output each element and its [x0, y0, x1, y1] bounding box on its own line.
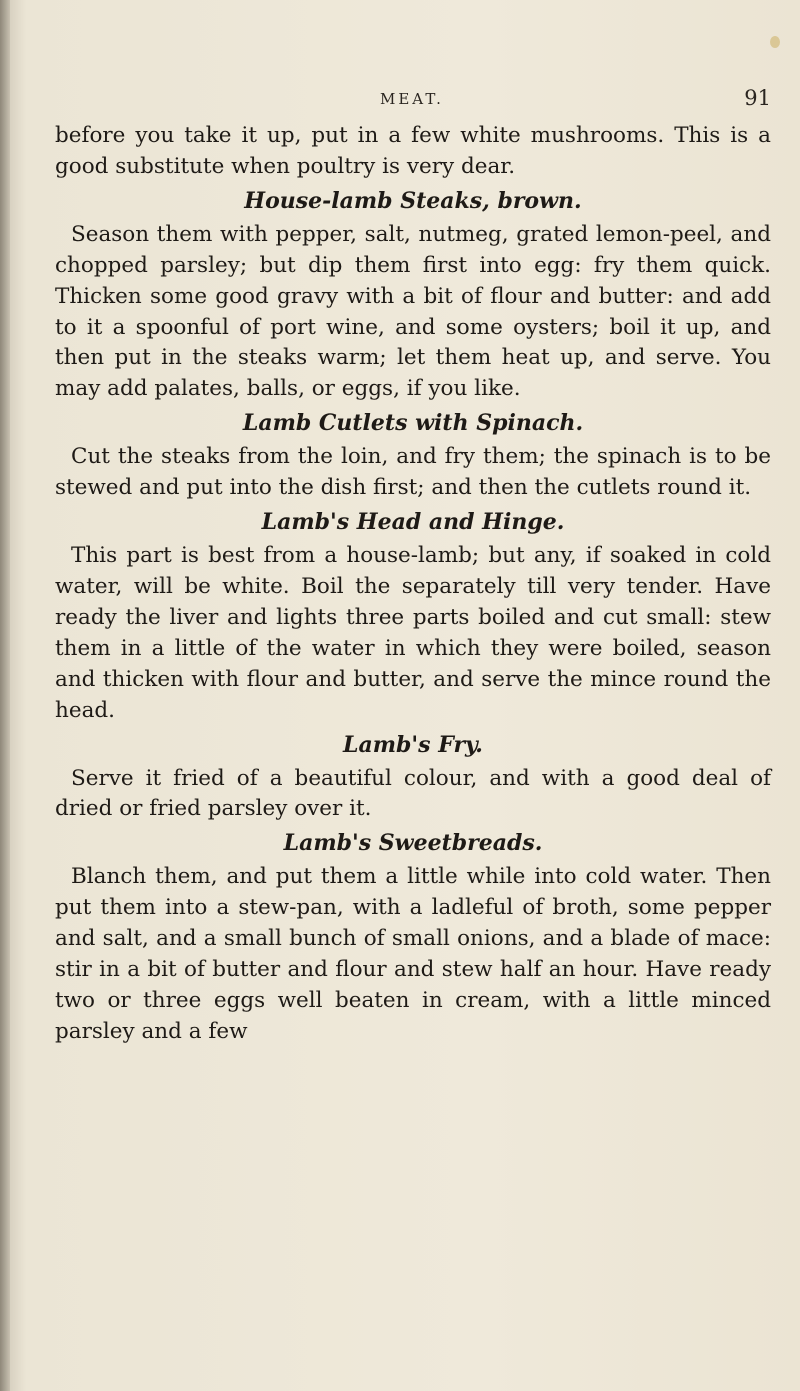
recipe-heading: Lamb's Head and Hinge.: [261, 509, 565, 536]
recipe-heading: Lamb's Sweetbreads.: [283, 830, 543, 857]
page-gutter-shadow: [0, 0, 10, 1391]
page-body: [55, 121, 771, 1048]
recipe-heading: House-lamb Steaks, brown.: [244, 187, 582, 214]
recipe-paragraph: Blanch them, and put them a little while into cold water. Then put them into a stew-pan, with a ladleful of broth, some pepper and salt, and a small bunch of small onions, and a blade of mace: stir in a bit of butter and flour and stew half an hour. Have ready two or three eggs well beaten in cream, with a little minced parsley and a few: [55, 864, 771, 1044]
recipe-paragraph: Serve it fried of a beautiful colour, and with a good deal of dried or fried parsley over it.: [55, 765, 771, 822]
recipe-heading: Lamb's Fry.: [343, 731, 483, 758]
paper-stain-mark: [770, 36, 780, 48]
running-head: [0, 86, 800, 116]
continued-paragraph: before you take it up, put in a few white mushrooms. This is a good substitute when poultry is very dear.: [55, 123, 771, 179]
recipe-paragraph: This part is best from a house-lamb; but any, if soaked in cold water, will be white. Boil the separately till very tender. Have ready the liver and lights three parts boiled and cut small: stew them in a little of the water in which they were boiled, season and thicken with flour and butter, and serve the mince round the head.: [55, 543, 771, 723]
running-title: MEAT.: [380, 90, 444, 108]
page-number: 91: [744, 86, 771, 110]
recipe-paragraph: Season them with pepper, salt, nutmeg, grated lemon-peel, and chopped parsley; but dip them first into egg: fry them quick. Thicken some good gravy with a bit of flour and butter: and add to it a spoonful of port wine, and some oysters; boil it up, and then put in the steaks warm; let them heat up, and serve. You may add palates, balls, or eggs, if you like.: [55, 221, 771, 402]
recipe-heading: Lamb Cutlets with Spinach.: [242, 410, 584, 437]
recipe-paragraph: Cut the steaks from the loin, and fry them; the spinach is to be stewed and put into the dish first; and then the cutlets round it.: [55, 444, 771, 501]
